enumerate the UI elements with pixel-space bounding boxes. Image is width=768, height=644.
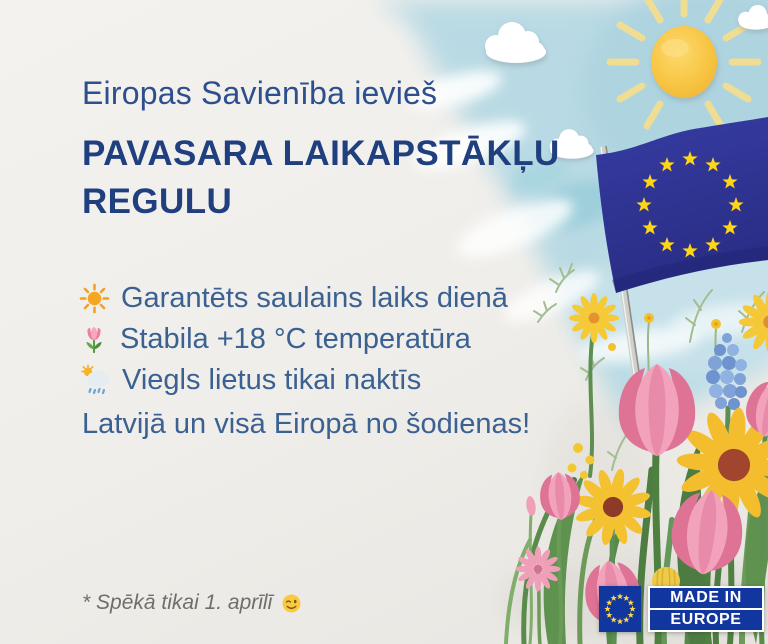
- wink-emoji-icon: [280, 592, 303, 615]
- headline-kicker: Eiropas Savienība ievieš: [82, 75, 438, 111]
- benefit-list: [79, 282, 508, 396]
- footnote-text: * Spēkā tikai 1. aprīlī: [82, 591, 273, 614]
- bullet-text: Garantēts saulains laiks dienā: [121, 281, 508, 314]
- bullet-item-sunny: [79, 282, 508, 314]
- bullet-item-rain: [79, 364, 508, 396]
- title-line-2: REGULU: [82, 182, 233, 221]
- bullet-text: Stabila +18 °C temperatūra: [120, 322, 471, 355]
- tulip-icon: [79, 324, 109, 354]
- bullet-text: Viegls lietus tikai naktīs: [122, 363, 422, 396]
- badge-text-box: [648, 586, 764, 632]
- badge-line-1: MADE IN: [670, 589, 742, 606]
- badge-line-2: EUROPE: [650, 608, 762, 630]
- footnote: [82, 591, 303, 615]
- bullet-item-temperature: [79, 323, 508, 355]
- sun-rain-cloud-icon: [79, 364, 111, 396]
- title-line-1: PAVASARA LAIKAPSTĀKĻU: [82, 134, 560, 173]
- made-in-europe-badge: [599, 586, 764, 632]
- page-title: [82, 130, 560, 226]
- sun-icon: [79, 283, 110, 314]
- eu-flag-square-icon: [599, 586, 641, 632]
- tagline: Latvijā un visā Eiropā no šodienas!: [82, 408, 531, 440]
